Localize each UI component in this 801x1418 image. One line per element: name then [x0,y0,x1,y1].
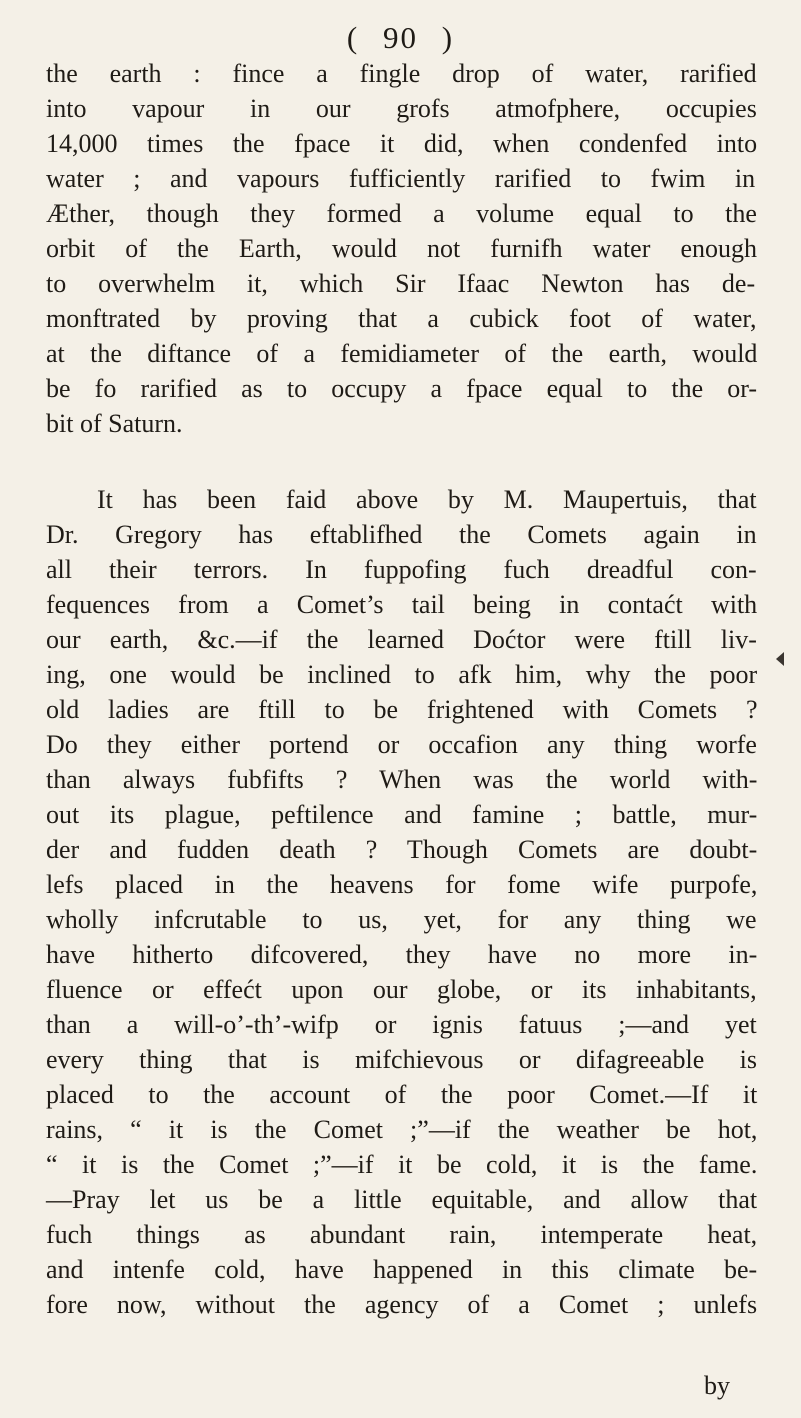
text-line: fuch things as abundant rain, intemperate heat, [46,1220,758,1249]
text-line: rains, “ it is the Comet ;”—if the weather be hot, [46,1115,758,1144]
text-line: water ; and vapours fufficiently rarified to fwim in [46,164,756,193]
text-line: bit of Saturn. [46,409,183,438]
text-line: —Pray let us be a little equitable, and allow that [46,1185,758,1214]
text-line: to overwhelm it, which Sir Ifaac Newton has de- [46,269,756,298]
text-line: be fo rarified as to occupy a fpace equal to the or- [46,374,758,403]
text-line: orbit of the Earth, would not furnifh water enough [46,234,758,263]
text-line: and intenfe cold, have happened in this climate be- [46,1255,758,1284]
text-line: every thing that is mifchievous or difagreeable is [46,1045,758,1074]
text-line: Dr. Gregory has eftablifhed the Comets again in [46,520,757,549]
text-line: fore now, without the agency of a Comet ; unlefs [46,1290,758,1319]
text-line: der and fudden death ? Though Comets are doubt- [46,835,758,864]
text-line: ing, one would be inclined to afk him, why the poor [46,660,758,689]
text-line: “ it is the Comet ;”—if it be cold, it is the fame. [46,1150,758,1179]
text-line: our earth, &c.—if the learned Doćtor were ftill liv- [46,625,757,654]
text-line: than always fubfifts ? When was the world with- [46,765,758,794]
text-line: than a will-o’-th’-wifp or ignis fatuus ;—and yet [46,1010,757,1039]
text-line: at the diftance of a femidiameter of the earth, would [46,339,758,368]
text-line: Do they either portend or occafion any thing worfe [46,730,757,759]
text-line: Æther, though they formed a volume equal to the [46,199,757,228]
text-line: into vapour in our grofs atmofphere, occupies [46,94,757,123]
text-line: monftrated by proving that a cubick foot of water, [46,304,757,333]
text-line: old ladies are ftill to be frightened with Comets ? [46,695,758,724]
catchword: by [704,1371,730,1400]
text-line: placed to the account of the poor Comet.—If it [46,1080,758,1109]
text-line: 14,000 times the fpace it did, when condenfed into [46,129,758,158]
text-line: lefs placed in the heavens for fome wife purpofe, [46,870,758,899]
text-line: wholly infcrutable to us, yet, for any thing we [46,905,757,934]
text-line: have hitherto difcovered, they have no more in- [46,940,758,969]
text-line: fluence or effećt upon our globe, or its inhabitants, [46,975,757,1004]
page-number: ( 90 ) [346,20,455,55]
margin-mark [776,652,784,666]
text-line: out its plague, peftilence and famine ; battle, mur- [46,800,758,829]
text-line: fequences from a Comet’s tail being in contaćt with [46,590,758,619]
text-line: the earth : fince a fingle drop of water, rarified [46,59,757,88]
text-line: all their terrors. In fuppofing fuch dreadful con- [46,555,757,584]
text-line: It has been faid above by M. Maupertuis, that [97,485,757,514]
